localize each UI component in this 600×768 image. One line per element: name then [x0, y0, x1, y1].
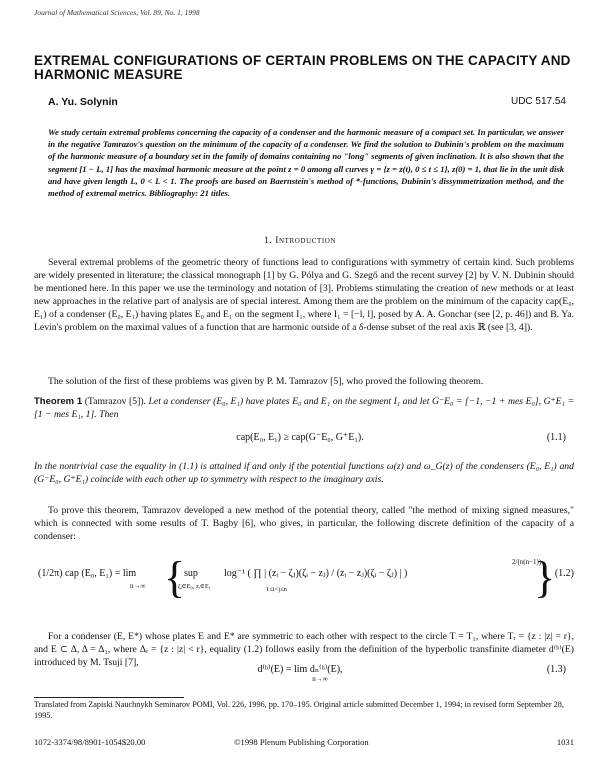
udc-code: UDC 517.54 — [510, 96, 566, 107]
paragraph-1: Several extremal problems of the geometric theory of functions lead to configurations with symmetry of certain kind. Such problems are widely presented in literature; the classical monograph [1] by G. Pólya and G. Szegő and the recent survey [2] by V. N. Dubinin should be mentioned here. In this paper we use the terminology and notation of [3]. Problems stimulating the creation of new methods or at least new approaches in the relative part of analysis are of special interest. Among them are the problem on the minimum of the capacity cap(E₀, E₁) of a condenser (E₀, E₁) having plates E₀ and E₁ on the segment I₁, where I₁ = [−l, l], posed by A. A. Gonchar (see [2, p. 46]) and B. Ya. Levin's problem on the maximal values of a function that are harmonic outside of a δ-dense subset of the real axis ℝ (see [3, 4]). — [34, 257, 574, 334]
equation-2-sup: sup — [184, 568, 198, 579]
paper-title: EXTREMAL CONFIGURATIONS OF CERTAIN PROBLEMS ON THE CAPACITY AND HARMONIC MEASURE — [34, 53, 571, 82]
equation-2-product-sub: 1≤i<j≤n — [266, 586, 287, 593]
left-brace-icon: { — [164, 553, 186, 602]
paragraph-5: For a condenser (E, E*) whose plates E and E* are symmetric to each other with respect to the circle T = T₁, where Tᵣ = {z : |z| = r}, and E ⊂ Δ, Δ = Δ₁, where Δᵣ = {z : |z| < r}, equality (1.2) follows easily from the definition of the hyperbolic transfinite diameter d⁽ʰ⁾(E) introduced by M. Tsuji [7], — [34, 631, 574, 669]
equation-2-limit-sub: n→∞ — [130, 582, 146, 590]
theorem-label: Theorem 1 — [34, 396, 83, 407]
footnote: Translated from Zapiski Nauchnykh Seminarov POMI, Vol. 226, 1996, pp. 170–195. Original article submitted December 1, 1994; in revised form September 28, 1995. — [34, 700, 564, 720]
issn-line: 1072-3374/98/8901-1054$20.00 — [34, 737, 146, 747]
equation-2-sup-sub: ζᵢ∈E₀, zᵢ∈E₁ — [178, 583, 212, 590]
equation-1-body: cap(E₀, E₁) ≥ cap(G⁻E₀, G⁺E₁). — [236, 432, 364, 443]
equation-2-body: log⁻¹ ( ∏ | (zᵢ − ζⱼ)(ζᵢ − zⱼ) / (zᵢ − zⱼ)(ζᵢ − ζⱼ) | ) — [224, 568, 408, 579]
equation-1-2 — [34, 552, 574, 612]
paragraph-3: In the nontrivial case the equality in (1.1) is attained if and only if the potential functions ω(z) and ω_G(z) of the condensers (E₀, E₁) and (G⁻E₀, G⁺E₁) coincide with each other up to symmetry with respect to the imaginary axis. — [34, 461, 574, 486]
equation-1-3 — [0, 664, 600, 683]
theorem-source: (Tamrazov [5]). — [84, 396, 146, 407]
equation-1-number: (1.1) — [546, 432, 566, 443]
journal-header: Journal of Mathematical Sciences, Vol. 89, No. 1, 1998 — [34, 8, 200, 17]
right-brace-icon: } — [534, 553, 556, 602]
theorem-text: Let a condenser (E₀, E₁) have plates E₀ and E₁ on the segment I₁ and let G⁻E₀ = [−1, −1 + mes E₀], G⁺E₁ = [1 − mes E₁, 1]. Then — [34, 396, 575, 421]
abstract: We study certain extremal problems concerning the capacity of a condenser and the harmonic measure of a compact set. In particular, we answer in the negative Tamrazov's question on the minimum of the capacity of a condenser. We find the solution to Dubinin's problem on the maximum of the harmonic measure of a boundary set in the family of domains containing no "long" segments of given inclination. It is also shown that the segment [1 − L, 1] has the maximal harmonic measure at the point z = 0 among all curves γ = {z = z(t), 0 ≤ t ≤ 1}, z(0) = 1, that lie in the unit disk and have given length L, 0 < L < 1. The proofs are based on Baernstein's method of *-functions, Dubinin's dissymmetrization method, and the method of extremal metrics. Bibliography: 21 titles. — [48, 127, 564, 199]
equation-1-1 — [0, 432, 600, 443]
section-heading: 1. Introduction — [263, 236, 337, 246]
theorem-1 — [34, 395, 574, 421]
footnote-rule — [34, 697, 184, 698]
equation-3-body: d⁽ʰ⁾(E) = lim dₙ⁽ʰ⁾(E), — [257, 664, 343, 675]
equation-2-left: (1/2π) cap (E₀, E₁) = lim — [38, 568, 137, 579]
page-footer — [34, 737, 574, 747]
equation-2-number: (1.2) — [554, 568, 574, 579]
paragraph-2: The solution of the first of these problems was given by P. M. Tamrazov [5], who proved the following theorem. — [48, 376, 484, 387]
equation-3-number: (1.3) — [546, 664, 566, 675]
page-number: 1031 — [556, 737, 574, 747]
copyright: ©1998 Plenum Publishing Corporation — [234, 737, 369, 747]
paragraph-4: To prove this theorem, Tamrazov developed a new method of the potential theory, called "the method of mixing signed measures," which is connected with some results of T. Bagby [6], who gives, in particular, the following discrete definition of the capacity of a condenser: — [34, 505, 574, 543]
equation-3-limit-sub: n→∞ — [312, 675, 328, 683]
equation-2-exponent: 2/(n(n−1)) — [512, 558, 542, 566]
author: A. Yu. Solynin — [48, 96, 118, 108]
